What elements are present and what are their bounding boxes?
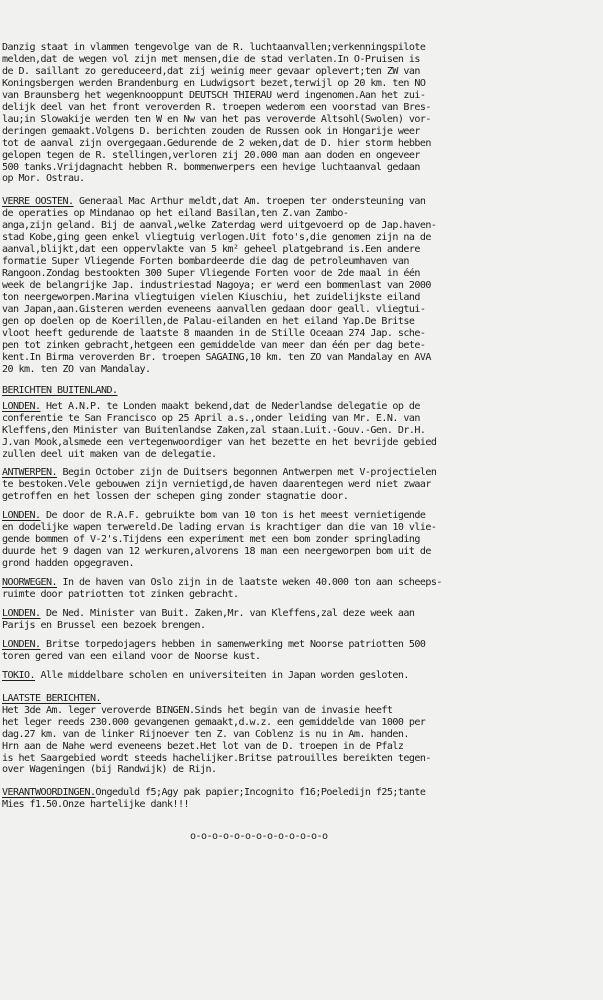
antwerpen-lead: ANTWERPEN. xyxy=(2,467,57,479)
report-line: Danzig staat in vlammen tengevolge van de R. luchtaanvallen;verkenningspilote xyxy=(2,42,426,53)
report-line: en dodelijke wapen terwereld.De lading ervan is krachtiger dan die van 10 vlie- xyxy=(2,522,437,534)
report-line: lau;in Slowakije werden ten W en Nw van het pas veroverde Altsohl(Swolen) vor- xyxy=(2,113,431,125)
end-marker: o-o-o-o-o-o-o-o-o-o-o-o-o xyxy=(190,831,328,843)
report-line: Alle middelbare scholen en universiteiten in Japan worden gesloten. xyxy=(35,669,409,681)
report-line: formatie Super Vliegende Forten bombardeerde die dag de petroleumhaven van xyxy=(2,256,409,268)
report-line: J.van Mook,alsmede een vertegenwoordiger van het bezette en het bevrijde gebied xyxy=(2,436,437,448)
verre-oosten-report xyxy=(2,196,597,375)
report-line: conferentie te San Francisco op 25 April a.s.,onder leiding van Mr. E.N. van xyxy=(2,412,420,424)
report-line: op Mor. Ostrau. xyxy=(2,173,85,185)
report-line: kent.In Birma veroverden Br. troepen SAGAING,10 km. ten ZO van Mandalay en AVA xyxy=(2,351,431,363)
verantwoordingen xyxy=(2,787,597,811)
report-line: Hrn aan de Nahe werd eveneens bezet.Het lot van de D. troepen in de Pfalz xyxy=(2,740,404,752)
report-line: de operaties op Mindanao op het eiland Basilan,ten Z.van Zambo- xyxy=(2,208,349,220)
londen-minister-report xyxy=(2,608,597,632)
report-line: Mies f1.50.Onze hartelijke dank!!! xyxy=(2,799,189,811)
report-line: delijk deel van het front veroverden R. troepen wederom een voorstad van Bres- xyxy=(2,101,431,113)
report-line: week de belangrijke Jap. industriestad Nagoya; er werd een bommenlast van 2000 xyxy=(2,280,431,292)
londen-lead: LONDEN. xyxy=(2,400,41,412)
report-line: toren gered van een eiland voor de Noorse kust. xyxy=(2,650,261,662)
danzig-report xyxy=(2,42,597,185)
report-line: dag.27 km. van de linker Rijnoever ten Z. van Coblenz is nu in Am. handen. xyxy=(2,728,409,740)
report-line: De Ned. Minister van Buit. Zaken,Mr. van Kleffens,zal deze week aan xyxy=(40,607,415,619)
noorwegen-lead: NOORWEGEN. xyxy=(2,577,57,589)
report-line: gen op doelen op de Koerillen,de Palau-eilanden en het eiland Yap.De Britse xyxy=(2,315,415,327)
tokio-lead: TOKIO. xyxy=(2,669,35,681)
londen-torpedojagers-report xyxy=(2,639,597,663)
report-line: Parijs en Brussel een bezoek brengen. xyxy=(2,619,206,631)
laatste-berichten-heading: LAATSTE BERICHTEN. xyxy=(2,692,101,704)
londen-delegation-report xyxy=(2,401,597,461)
report-line: getroffen en het lossen der schepen ging zonder stagnatie door. xyxy=(2,491,349,503)
londen-lead: LONDEN. xyxy=(2,638,41,650)
report-line: zullen deel uit maken van de delegatie. xyxy=(2,448,217,460)
report-line: De door de R.A.F. gebruikte bom van 10 ton is het meest vernietigende xyxy=(40,510,426,522)
report-line: Kleffens,den Minister van Buitenlandse Zaken,zal staan.Luit.-Gouv.-Gen. Dr.H. xyxy=(2,424,426,436)
londen-lead: LONDEN. xyxy=(2,607,41,619)
report-line: ton neergeworpen.Marina vliegtuigen vielen Kiuschiu, het zuidelijkste eiland xyxy=(2,292,420,304)
verantwoordingen-lead: VERANTWOORDINGEN. xyxy=(2,787,96,799)
report-line: Koningsbergen werden Brandenburg en Ludwigsort bezet,terwijl op 20 km. ten NO xyxy=(2,77,426,89)
report-line: de D. saillant zo gereduceerd,dat zij weinig meer gevaar oplevert;ten ZW van xyxy=(2,65,420,77)
londen-bomb-report xyxy=(2,510,597,570)
report-line: Het 3de Am. leger veroverde BINGEN.Sinds het begin van de invasie heeft xyxy=(2,704,393,716)
report-line: aanval,blijkt,dat een oppervlakte van 5 km² geheel platgebrand is.Een andere xyxy=(2,244,420,256)
report-line: Ongeduld f5;Agy pak papier;Incognito f16;Poeledijn f25;tante xyxy=(95,787,426,799)
report-line: pen tot zinken gebracht,hetgeen een gemiddelde van meer dan één per dag bete- xyxy=(2,339,426,351)
report-line: over Wageningen (bij Randwijk) de Rijn. xyxy=(2,764,217,776)
report-line: 20 km. ten ZO van Mandalay. xyxy=(2,363,151,375)
report-line: Rangoon.Zondag bestookten 300 Super Vliegende Forten voor de 2de maal in één xyxy=(2,268,420,280)
report-line: duurde het 9 dagen van 12 werkuren,alvorens 18 man een neergeworpen bom uit de xyxy=(2,546,431,558)
tokio-report xyxy=(2,670,597,682)
report-line: gelopen tegen de R. stellingen,verloren zij 20.000 man aan doden en ongeveer xyxy=(2,149,420,161)
report-line: stad Kobe,ging geen enkel vliegtuig verlogen.Uit foto's,die genomen zijn na de xyxy=(2,232,431,244)
report-line: gende bommen of V-2's.Tijdens een experiment met een bom zonder springlading xyxy=(2,534,420,546)
report-line: ruimte door patriotten tot zinken gebracht. xyxy=(2,589,239,601)
report-line: van Japan,aan.Gisteren werden eveneens aanvallen gedaan door geall. vliegtui- xyxy=(2,304,426,316)
report-line: het leger reeds 230.000 gevangenen gemaakt,d.w.z. een gemiddelde van 1000 per xyxy=(2,716,426,728)
report-line: is het Saargebied wordt steeds hachelijker.Britse patrouilles bereikten tegen- xyxy=(2,752,431,764)
verre-oosten-lead: VERRE OOSTEN. xyxy=(2,196,74,208)
berichten-buitenland-heading: BERICHTEN BUITENLAND. xyxy=(2,384,118,396)
report-line: Generaal Mac Arthur meldt,dat Am. troepen ter ondersteuning van xyxy=(73,196,426,208)
report-line: 500 tanks.Vrijdagnacht hebben R. bommenwerpers een hevige luchtaanval gedaan xyxy=(2,161,420,173)
noorwegen-report xyxy=(2,577,597,601)
report-line: van Braunsberg het wegenknooppunt DEUTSCH THIERAU werd ingenomen.Aan het zui- xyxy=(2,89,426,101)
antwerpen-report xyxy=(2,467,597,503)
report-line: vloot heeft gedurende de laatste 8 maanden in de Stille Oceaan 274 Jap. sche- xyxy=(2,327,426,339)
report-line: Het A.N.P. te Londen maakt bekend,dat de Nederlandse delegatie op de xyxy=(40,400,420,412)
report-line: deringen gemaakt.Volgens D. berichten zouden de Russen ook in Hongarije weer xyxy=(2,125,420,137)
laatste-berichten xyxy=(2,693,597,777)
report-line: Britse torpedojagers hebben in samenwerking met Noorse patriotten 500 xyxy=(40,638,426,650)
report-line: Begin October zijn de Duitsers begonnen Antwerpen met V-projectielen xyxy=(57,467,437,479)
report-line: anga,zijn geland. Bij de aanval,welke Zaterdag werd uitgevoerd op de Jap.haven- xyxy=(2,220,437,232)
report-line: In de haven van Oslo zijn in de laatste weken 40.000 ton aan scheeps- xyxy=(57,577,442,589)
report-line: melden,dat de wegen vol zijn met mensen,die de stad verlaten.In O-Pruisen is xyxy=(2,53,420,65)
londen-lead: LONDEN. xyxy=(2,510,41,522)
report-line: grond hadden opgegraven. xyxy=(2,558,134,570)
report-line: tot de aanval zijn overgegaan.Gedurende de 2 weken,dat de D. hier storm hebben xyxy=(2,137,431,149)
report-line: te bestoken.Vele gebouwen zijn vernietigd,de haven daarentegen werd niet zwaar xyxy=(2,479,431,491)
